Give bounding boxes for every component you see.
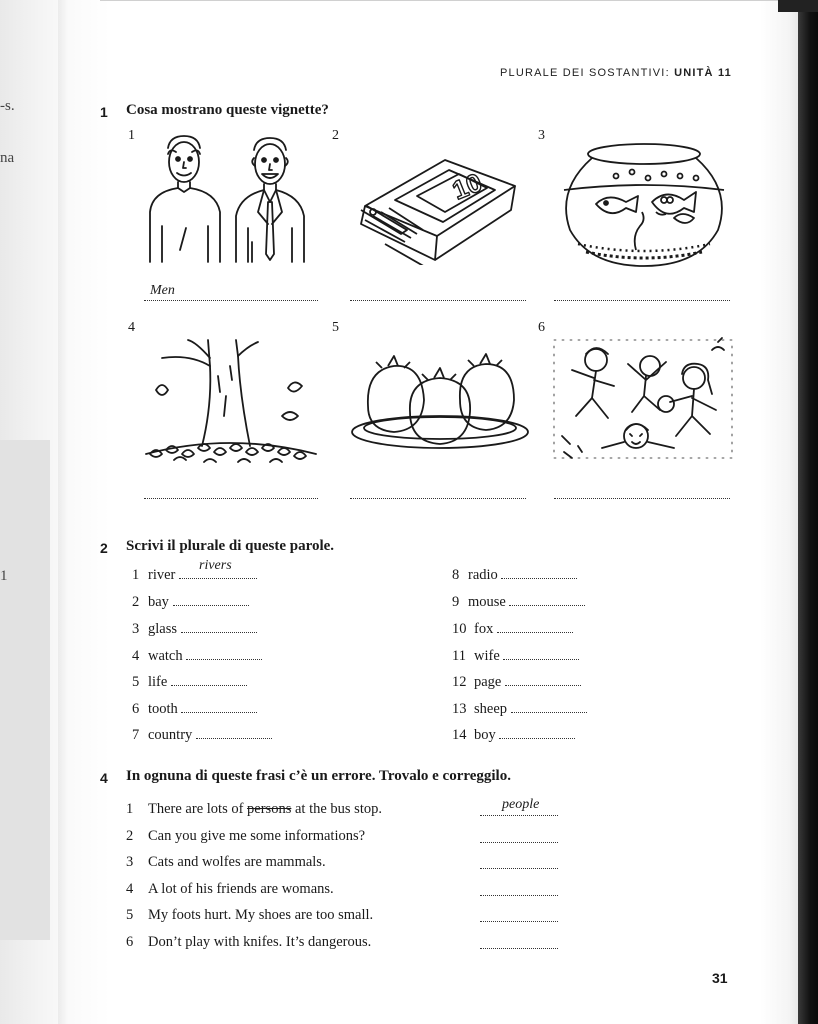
answer-line[interactable] (173, 593, 249, 606)
word: bay (148, 594, 169, 610)
sentence-item: 3 Cats and wolfes are mammals. (126, 854, 326, 870)
header-prefix: PLURALE DEI SOSTANTIVI: (500, 67, 670, 79)
word: mouse (468, 594, 506, 610)
correction-line[interactable] (480, 936, 558, 949)
picture-number: 2 (332, 128, 339, 143)
answer-line[interactable] (554, 484, 730, 499)
tomatoes-icon (348, 350, 532, 456)
word-item: 6 tooth (132, 700, 257, 718)
word-item: 14 boy (452, 726, 575, 744)
word-item: 8 radio (452, 566, 577, 584)
word: river (148, 567, 176, 583)
margin-text: na (0, 150, 15, 166)
sentence-item: 5 My foots hurt. My shoes are too small. (126, 907, 374, 923)
children-playing-icon (552, 336, 734, 468)
word-item: 2 bay (132, 593, 249, 611)
correction-line[interactable] (480, 883, 558, 896)
answer-line[interactable] (350, 286, 526, 301)
answer-line[interactable] (350, 484, 526, 499)
left-page-edge (0, 440, 50, 940)
word: country (148, 727, 193, 743)
answer-text: people (502, 797, 540, 812)
spine-shadow (58, 0, 68, 1024)
word: sheep (474, 701, 508, 717)
sentence-item: 2 Can you give me some informations? (126, 828, 366, 844)
exercise-number: 1 (100, 104, 108, 120)
sentence-item: 4 A lot of his friends are womans. (126, 881, 334, 897)
picture-number: 5 (332, 320, 339, 335)
answer-line[interactable] (509, 593, 585, 606)
answer-line[interactable] (181, 700, 257, 713)
picture-number: 1 (128, 128, 135, 143)
exercise-title: Scrivi il plurale di queste parole. (126, 538, 335, 554)
correction-line[interactable] (480, 797, 558, 816)
answer-line[interactable] (196, 726, 272, 739)
word-item: 3 glass (132, 620, 257, 638)
answer-line[interactable] (497, 620, 573, 633)
margin-text: 1 (0, 568, 8, 584)
word: wife (474, 648, 500, 664)
word: life (148, 674, 168, 690)
word-item: 1 river rivers (132, 566, 257, 584)
word: watch (148, 648, 183, 664)
word-item: 10 fox (452, 620, 573, 638)
answer-line[interactable] (499, 726, 575, 739)
svg-text:10: 10 (448, 166, 487, 206)
sentence-item: 6 Don’t play with knifes. It’s dangerous. (126, 934, 372, 950)
page-header (500, 67, 732, 79)
answer-line[interactable] (554, 286, 730, 301)
word-item: 9 mouse (452, 593, 585, 611)
answer-line[interactable] (511, 700, 587, 713)
answer-line[interactable] (179, 558, 257, 579)
word-item: 5 life (132, 673, 247, 691)
answer-line[interactable] (171, 673, 247, 686)
top-rule (100, 0, 800, 1)
exercise-number: 2 (100, 540, 108, 556)
exercise-number: 4 (100, 770, 108, 786)
margin-text: -s. (0, 98, 15, 114)
word-item: 11 wife (452, 647, 579, 665)
answer-line[interactable] (144, 484, 318, 499)
header-unit: UNITÀ 11 (674, 67, 732, 79)
picture-number: 3 (538, 128, 545, 143)
two-men-icon (140, 132, 320, 264)
word: tooth (148, 701, 178, 717)
correction-line[interactable] (480, 830, 558, 843)
correction-line[interactable] (480, 856, 558, 869)
word-item: 12 page (452, 673, 581, 691)
exercise-title: In ognuna di queste frasi c’è un errore. Trovalo e correggilo. (126, 768, 511, 784)
answer-line[interactable] (505, 673, 581, 686)
word: boy (474, 727, 496, 743)
answer-text: Men (150, 283, 175, 298)
answer-line[interactable] (186, 647, 262, 660)
exercise-title: Cosa mostrano queste vignette? (126, 102, 329, 118)
word: glass (148, 621, 177, 637)
right-page-corner (778, 0, 818, 12)
answer-line[interactable] (503, 647, 579, 660)
answer-line[interactable] (181, 620, 257, 633)
picture-number: 4 (128, 320, 135, 335)
struck-word: persons (247, 801, 292, 817)
tree-leaves-icon (140, 336, 320, 468)
correction-line[interactable] (480, 909, 558, 922)
picture-number: 6 (538, 320, 545, 335)
word-item: 4 watch (132, 647, 262, 665)
word: fox (474, 621, 494, 637)
answer-line[interactable] (501, 566, 577, 579)
word-item: 13 sheep (452, 700, 587, 718)
sentence-item: 1 There are lots of persons at the bus stop. (126, 801, 382, 817)
answer-text: rivers (199, 558, 232, 573)
word-item: 7 country (132, 726, 272, 744)
matchbox-icon (355, 150, 525, 265)
right-page-edge (798, 0, 818, 1024)
word: page (474, 674, 502, 690)
word: radio (468, 567, 498, 583)
page-number: 31 (712, 970, 728, 986)
fishbowl-icon (556, 140, 732, 268)
